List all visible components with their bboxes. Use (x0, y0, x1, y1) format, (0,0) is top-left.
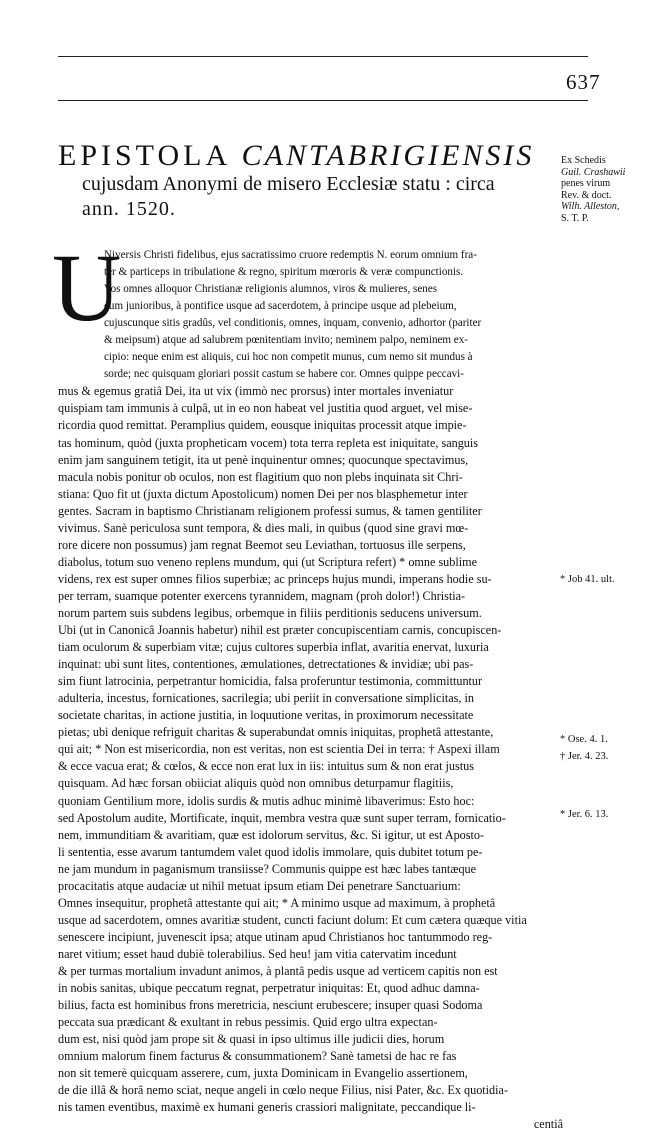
text-line: senescere incipiunt, juvenescit ipsa; atque utinam apud Christianos hoc tantummodo reg- (58, 929, 493, 944)
title-block (58, 140, 563, 222)
source-note-line: Ex Schedis (561, 155, 606, 166)
source-note (561, 155, 657, 225)
margin-note-jer-6: * Jer. 6. 13. (560, 809, 609, 820)
text-line: adulteria, incestus, fornicationes, sacrilegia; ubi periit in conversatione simplicitas, in (58, 691, 474, 706)
margin-note-job: * Job 41. ult. (560, 574, 615, 585)
text-line: cujuscunque sitis gradûs, vel conditionis, omnes, inquam, convenio, adhortor (pariter (104, 317, 482, 330)
text-line: quispiam tam immunis à culpâ, ut in eo non habeat vel justitia quod arguet, vel mise- (58, 401, 473, 416)
text-line: non sit temerè quicquam asserere, cum, juxta Dominicam in Evangelio assertionem, (58, 1066, 468, 1081)
text-line: qui ait; * Non est misericordia, non est veritas, non est scientia Dei in terra: † Aspexi illam (58, 742, 500, 757)
header-rule (58, 100, 588, 101)
text-line: macula nobis ponitur ob oculos, non est flagitium quo non plebs inquinata sit Chri- (58, 469, 463, 484)
title-word-epistola: EPISTOLA (58, 139, 232, 172)
text-line: enim jam sanguinem tetigit, ita ut penè inquinentur omnes; quocunque spectavimus, (58, 452, 469, 467)
text-line: de die illâ & horâ nemo sciat, neque angeli in cœlo neque Filius, nisi Pater, &c. Ex quotidia- (58, 1083, 509, 1098)
drop-cap: U (52, 234, 122, 341)
source-note-line: Guil. Crashawii (561, 166, 626, 178)
text-line: societate charitas, in actione justitia, in loquutione veritas, in proximorum necessitate (58, 708, 474, 723)
page-number: 637 (566, 70, 601, 94)
text-line: centiâ (533, 1117, 563, 1132)
margin-note-ose: * Ose. 4. 1. (560, 734, 608, 745)
source-note-line: Wilh. Alleston, (561, 201, 620, 213)
text-line: li sententia, esse avarum tantumdem valet quod idolis immolare, quis dubitet totum pe- (58, 844, 483, 859)
text-line: sed Apostolum audite, Mortificate, inquit, membra vestra quæ sunt super terram, fornicatio- (58, 810, 506, 825)
text-line: procacitatis atque audaciæ ut nihil metuat ipsum etiam Dei penetrare Sanctuarium: (58, 878, 461, 893)
text-line: Ubi (ut in Canonicâ Joannis habetur) nihil est præter concupiscentiam carnis, concupiscen- (58, 623, 502, 638)
text-line: ter & particeps in tribulatione & regno, spiritum mœroris & veræ compunctionis. (104, 266, 464, 279)
text-line: bilius, facta est hominibus frons meretricia, nesciunt erubescere; insuper quasi Sodoma (58, 998, 483, 1013)
text-line: naret vitium; esset haud dubiè tolerabilius. Sed heu! jam vitia catervatim incedunt (58, 946, 457, 961)
text-line: gentes. Sacram in baptismo Christianam religionem professi sumus, & tamen gentiliter (58, 503, 482, 518)
text-line: Niversis Christi fidelibus, ejus sacratissimo cruore redemptis N. eorum omnium fra- (104, 249, 477, 261)
source-note-line: Rev. & doct. (561, 189, 612, 201)
text-line: vivimus. Sanè periculosa sunt tempora, & dies mali, in quibus (quod sine gravi mœ- (58, 520, 469, 535)
text-line: & meipsum) atque ad salubrem pœnitentiam invito; neminem palpo, neminem ex- (104, 334, 468, 347)
margin-note-jer-4: † Jer. 4. 23. (560, 751, 609, 762)
text-line: sorde; nec quisquam gloriari possit castum se habere cor. Omnes quippe peccavi- (104, 368, 464, 381)
text-line: pietas; ubi denique refriguit charitas & superabundat omnis iniquitas, prophetâ attestante, (58, 725, 494, 740)
title-heading (58, 140, 563, 172)
text-line: dum est, nisi quòd jam prope sit & quasi in ipso ultimus ille judicii dies, horum (58, 1032, 445, 1047)
letter-body (58, 247, 563, 1133)
text-line: in nobis sanitas, ubique peccatum regnat, perpetratur iniquitas: Et, quod adhuc damna- (58, 981, 480, 996)
text-line: quisquam. Ad hæc forsan obiiciat aliquis quòd non omnibus deturpamur flagitiis, (58, 776, 454, 791)
text-line: cipio: neque enim est aliquis, cui hoc non competit munus, cum nemo sit mundus à (104, 351, 473, 364)
text-line: nis tamen eventibus, maximè ex humani generis crassiori malignitate, peccandique li- (58, 1100, 476, 1115)
text-line: nem, immunditiam & avaritiam, quæ est idolorum servitus, &c. Si igitur, ut est Aposto- (58, 827, 485, 842)
text-line: norum partem suis subdens legibus, orbemque in filiis perditionis seducens universum. (58, 605, 482, 620)
source-note-line: penes virum (561, 178, 611, 190)
text-line: & per turmas mortalium invadunt animos, à plantâ pedis usque ad verticem capitis non est (58, 963, 498, 978)
text-line: tiam oculorum & superbiam vitæ; cujus cultores superbia inflat, avaritia enervat, luxuria (58, 640, 489, 655)
top-rule (58, 56, 588, 57)
text-line: & ecce vacua erat; & cœlos, & ecce non erat lux in iis: intuitus sum & non erat justus (58, 759, 474, 774)
text-line: per terram, suamque potenter exercens tyrannidem, magnam (proh dolor!) Christia- (58, 588, 466, 603)
text-line: quoniam Gentilium more, idolis surdis & mutis adhuc minimè libaverimus: Esto hoc: (58, 793, 475, 808)
text-line: usque ad sacerdotem, omnes avaritiæ student, cuncti faciunt dolum: Et cum cætera quæque vitia (58, 912, 527, 927)
text-line: mus & egemus gratiâ Dei, ita ut vix (immò nec prorsus) inter mortales inveniatur (58, 384, 454, 399)
text-line: rore dicere non possumus) jam regnat Beemot seu Leviathan, tortuosus ille serpens, (58, 537, 466, 552)
text-line: Omnes insequitur, prophetâ attestante qui ait; * A minimo usque ad maximum, à prophetâ (58, 895, 496, 910)
text-line: sim fiunt latrocinia, perpetrantur homicidia, falsa proferuntur testimonia, committuntur (58, 674, 483, 689)
text-line: cum junioribus, à pontifice usque ad sacerdotem, à principe usque ad plebeium, (104, 300, 457, 313)
text-line: videns, rex est super omnes filios superbiæ; ac princeps hujus mundi, imperans hodie su- (58, 571, 492, 586)
text-line: peccata sua prædicant & exultant in rebus pessimis. Quid ergo ultra expectan- (58, 1015, 438, 1030)
text-line: stiana: Quo fit ut (juxta dictum Apostolicum) nomen Dei per nos blasphemetur inter (58, 486, 468, 501)
text-line: ne jam mundum in paganismum transiisse? Communis quippe est hæc labes tantæque (58, 861, 477, 876)
title-word-cantabrigiensis: CANTABRIGIENSIS (241, 139, 535, 172)
text-line: Vos omnes alloquor Christianæ religionis alumnos, viros & mulieres, senes (104, 283, 438, 296)
source-note-line: S. T. P. (561, 212, 589, 224)
text-line: inquinat: ubi sunt lites, contentiones, æmulationes, detrectationes & invidiæ; ubi pas- (58, 657, 474, 672)
text-line: omnium malorum finem facturus & consummationem? Sanè tametsi de hac re fas (58, 1049, 457, 1064)
text-line: tas hominum, quòd (juxta propheticam vocem) tota terra repleta est iniquitate, sanguis (58, 435, 479, 450)
text-line: ricordia quod remittat. Peramplius quidem, eousque iniquitas processit atque impie- (58, 418, 467, 433)
title-year: ann. 1520. (82, 198, 176, 220)
title-subtitle: cujusdam Anonymi de misero Ecclesiæ statu : circa (82, 173, 495, 195)
text-line: diabolus, totum suo veneno replens mundum, qui (ut Scriptura refert) * omne sublime (58, 554, 478, 569)
